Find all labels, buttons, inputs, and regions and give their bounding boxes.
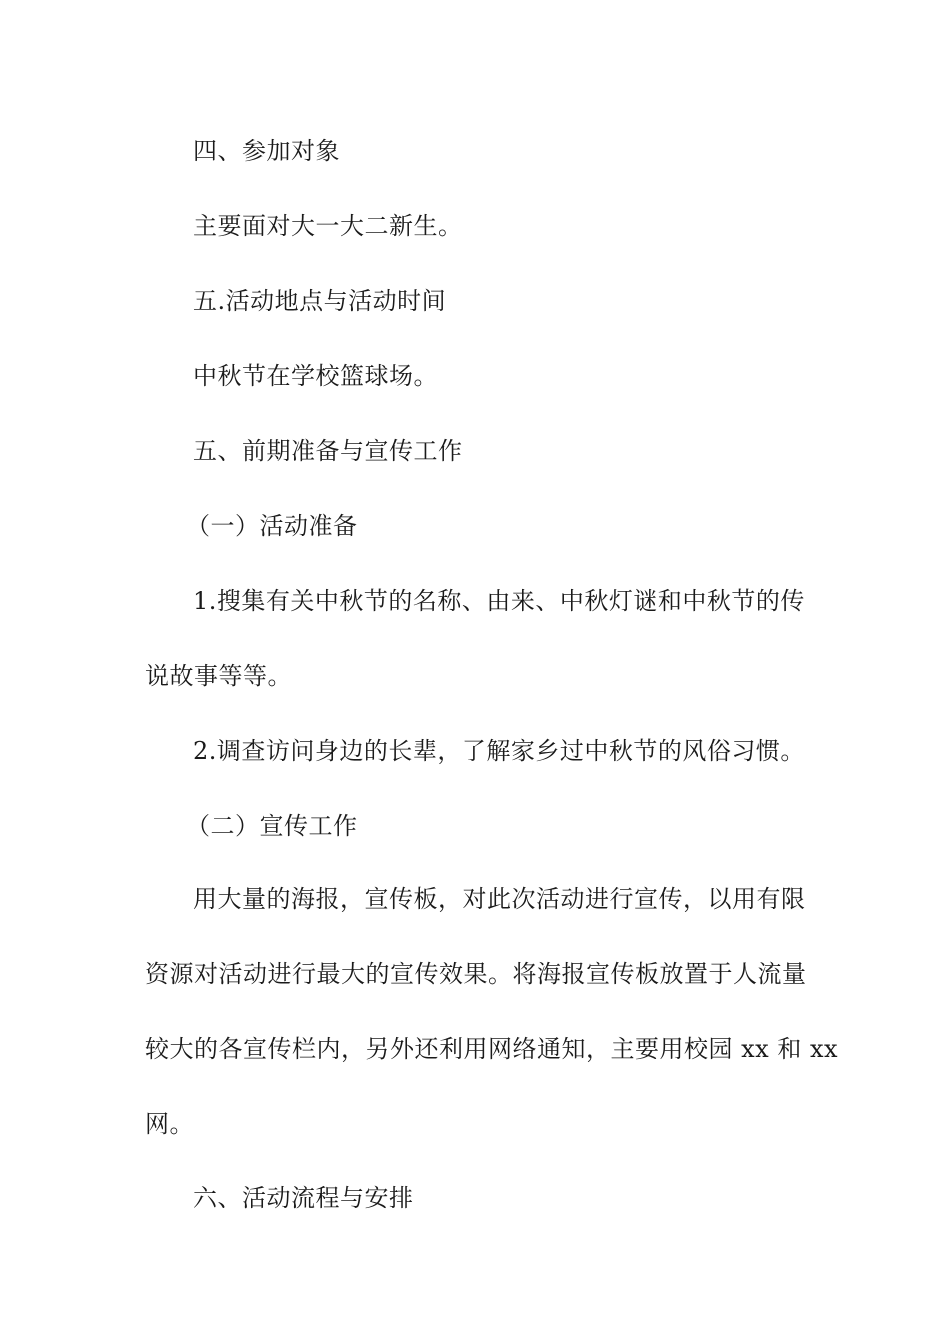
- heading-activity-process: 六、活动流程与安排: [193, 1184, 414, 1212]
- paragraph-publicity-line-1: 用大量的海报，宣传板，对此次活动进行宣传，以用有限: [193, 885, 806, 913]
- heading-preparation-publicity: 五、前期准备与宣传工作: [193, 437, 463, 465]
- paragraph-participants: 主要面对大一大二新生。: [193, 212, 463, 240]
- subheading-activity-preparation: （一）活动准备: [186, 512, 358, 540]
- heading-location-time: 五.活动地点与活动时间: [193, 287, 447, 315]
- paragraph-publicity-line-3: 较大的各宣传栏内，另外还利用网络通知，主要用校园 xx 和 xx: [145, 1035, 839, 1063]
- paragraph-publicity-line-4: 网。: [145, 1110, 194, 1138]
- paragraph-item-1-line-1: 1.搜集有关中秋节的名称、由来、中秋灯谜和中秋节的传: [193, 587, 805, 615]
- paragraph-item-1-line-2: 说故事等等。: [145, 662, 292, 690]
- paragraph-item-2: 2.调查访问身边的长辈，了解家乡过中秋节的风俗习惯。: [193, 737, 805, 765]
- paragraph-publicity-line-2: 资源对活动进行最大的宣传效果。将海报宣传板放置于人流量: [145, 960, 807, 988]
- paragraph-location: 中秋节在学校篮球场。: [193, 362, 438, 390]
- subheading-publicity: （二）宣传工作: [186, 812, 358, 840]
- heading-participants: 四、参加对象: [193, 137, 340, 165]
